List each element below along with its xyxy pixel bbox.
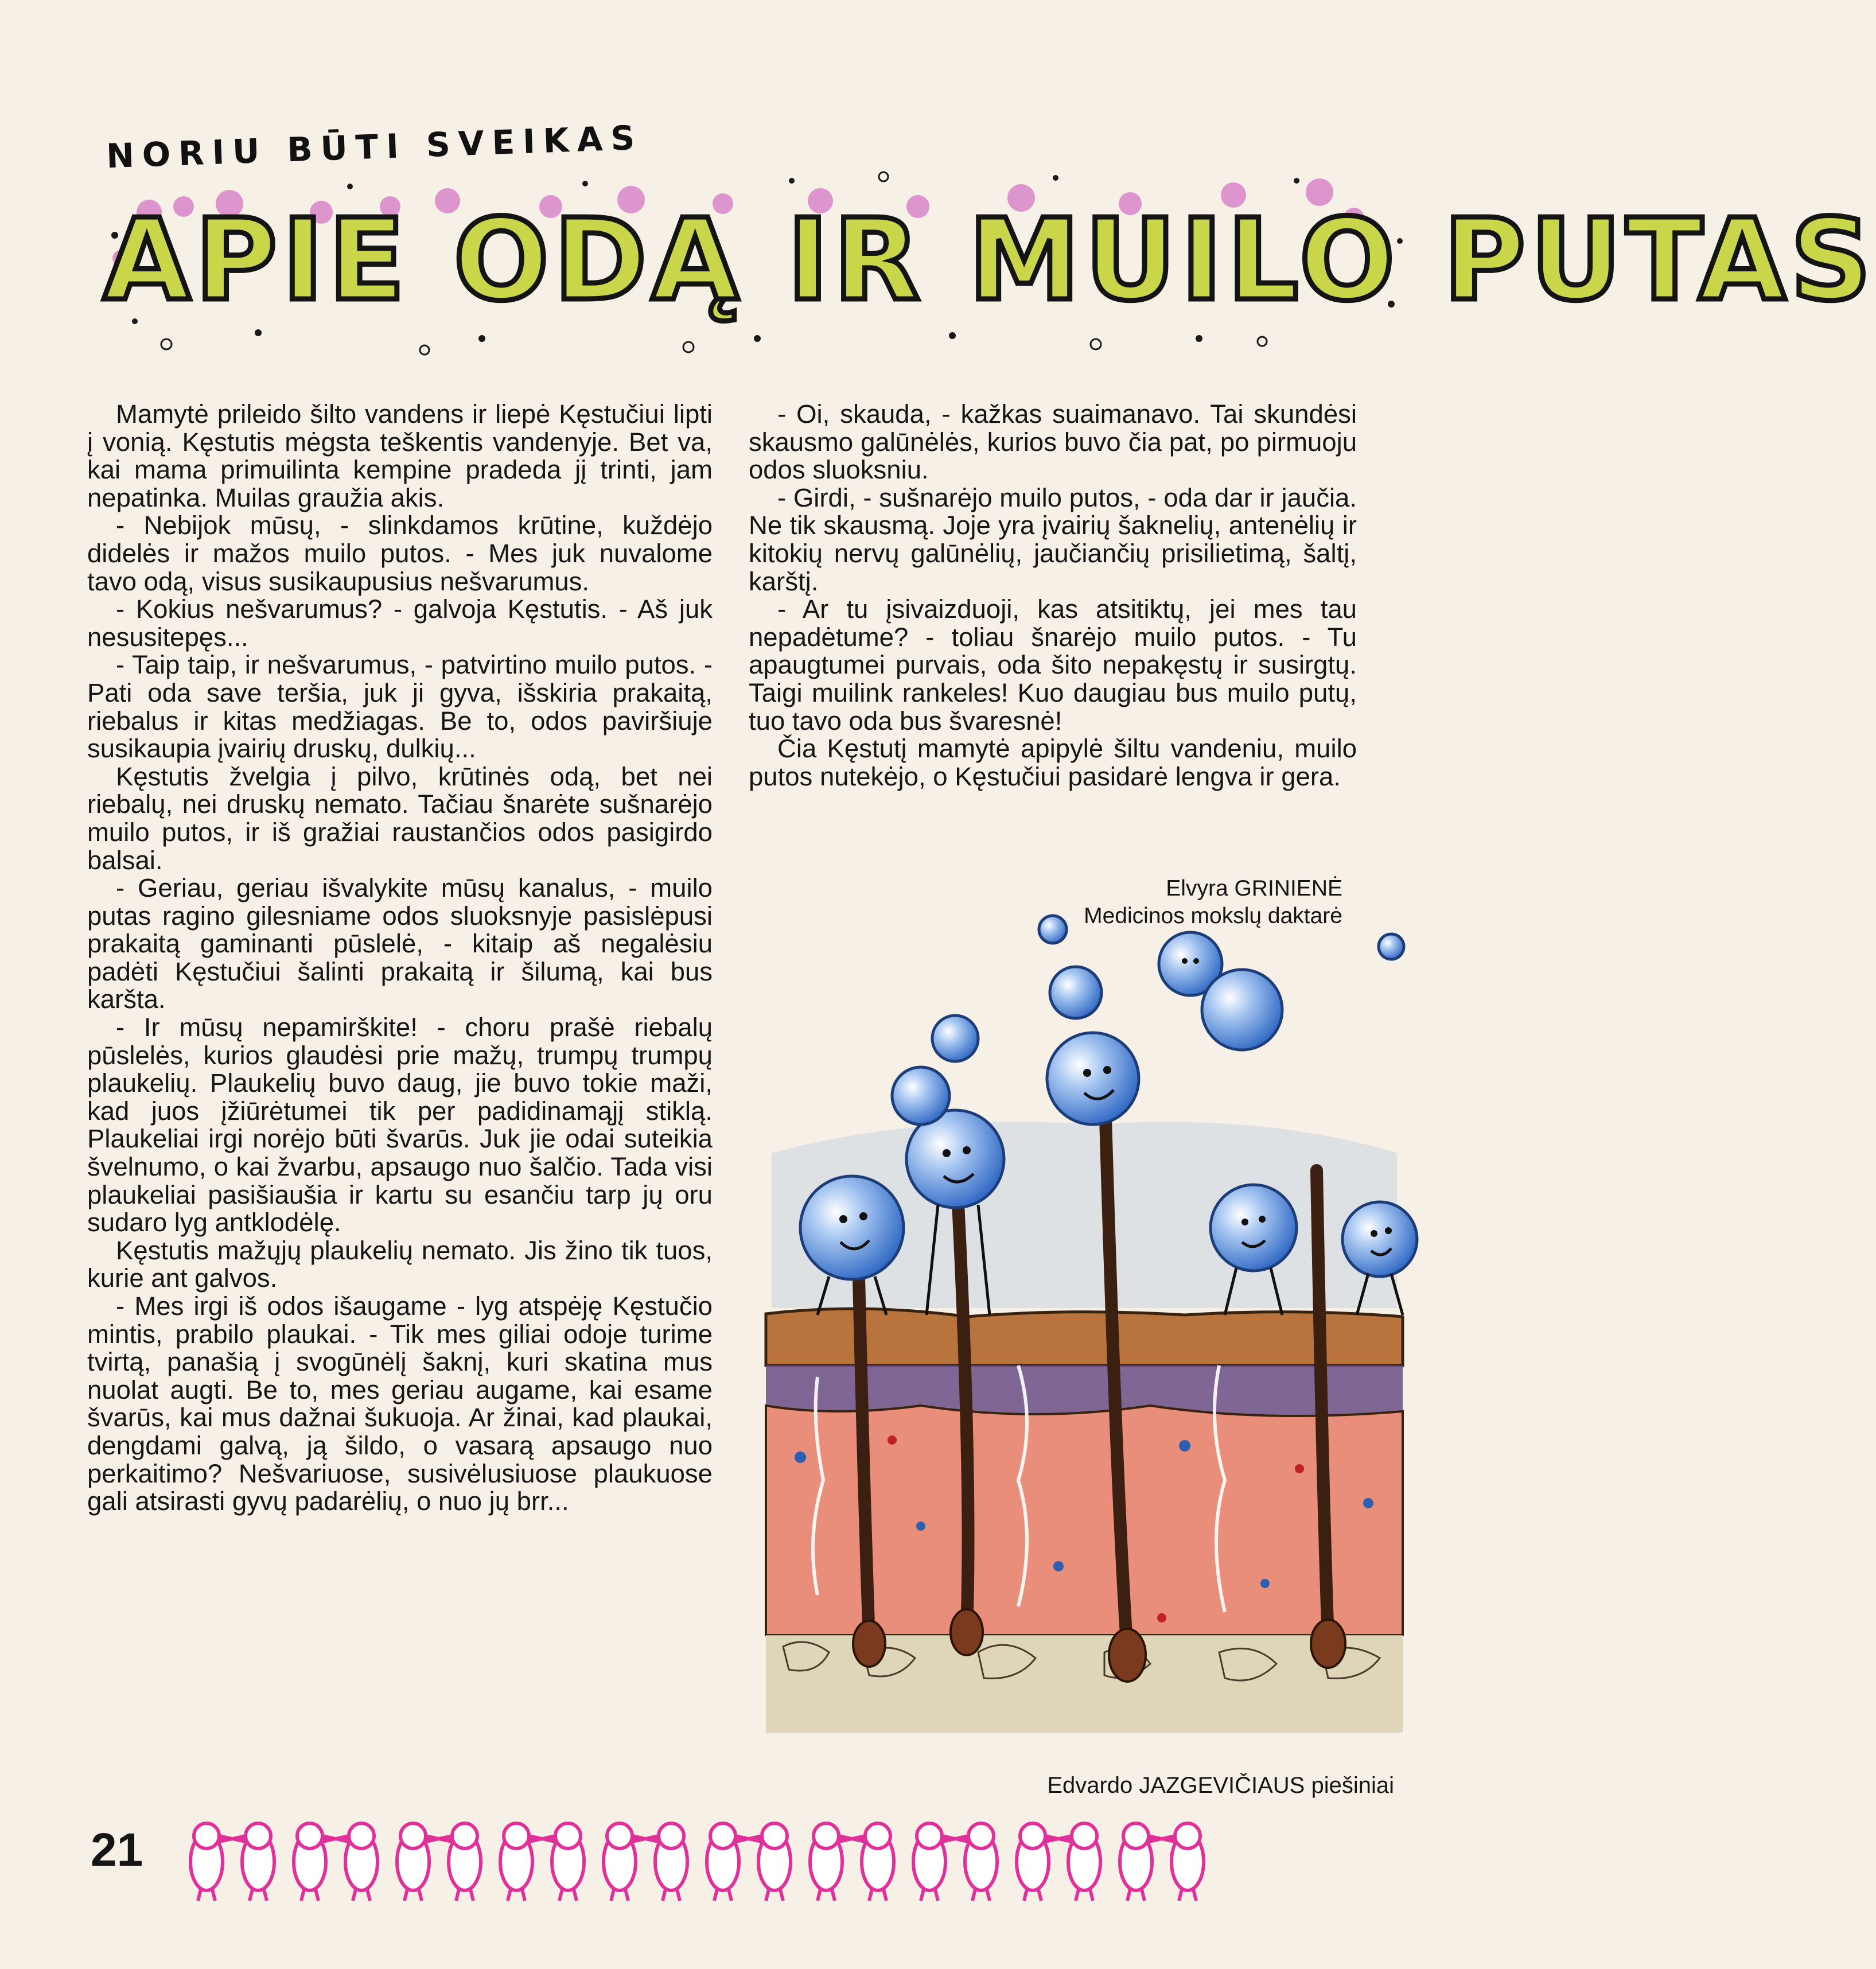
illustration-credit: Edvardo JAZGEVIČIAUS piešiniai xyxy=(1047,1773,1394,1798)
article-column-left xyxy=(87,400,713,1516)
skin-cross-section-illustration xyxy=(749,906,1408,1756)
paragraph: Čia Kęstutį mamytė apipylė šiltu vandeniu, muilo putos nutekėjo, o Kęstučiui pasidarė lengva ir gera. xyxy=(749,734,1357,791)
page-number: 21 xyxy=(91,1824,143,1876)
author-name: Elvyra GRINIENĖ xyxy=(1166,876,1342,901)
paragraph: - Ar tu įsivaizduoji, kas atsitiktų, jei mes tau nepadėtume? - toliau šnarėjo muilo putos. - Tu apaugtumei purvais, oda šito nepakęstų ir susirgtų. Taigi muilink rankeles! Kuo daugiau bus muilo putų, tuo tavo oda bus švaresnė! xyxy=(749,594,1357,736)
paragraph: - Girdi, - sušnarėjo muilo putos, - oda dar ir jaučia. Ne tik skausmą. Joje yra įvairių šaknelių, antenėlių ir kitokių nervų galūnėlių, jaučiančių prisilietimą, šaltį, karštį. xyxy=(749,482,1357,596)
paragraph: - Taip taip, ir nešvarumus, - patvirtino muilo putos. - Pati oda save teršia, juk ji gyva, išskiria prakaitą, riebalus ir kitas medžiagas. Be to, odos paviršiuje susikaupia įvairių druskų, dulkių... xyxy=(87,650,713,764)
article-column-right xyxy=(749,400,1357,791)
author-title: Medicinos mokslų daktarė xyxy=(1084,904,1342,928)
paragraph: - Ir mūsų nepamirškite! - choru prašė riebalų pūslelės, kurios glaudėsi prie mažų, trumpų trumpų plaukelių. Plaukelių buvo daug, jie buvo tokie maži, kad juos įžiūrėtumei tik per padidinamąjį stiklą. Plaukeliai irgi norėjo būti švarūs. Juk jie odai suteikia švelnumo, o kai žvarbu, apsaugo nuo šalčio. Tada visi plaukeliai pasišiaušia ir kartu su esančiu tarp jų oru sudaro lyg antklodėlę. xyxy=(87,1013,713,1238)
paragraph: - Geriau, geriau išvalykite mūsų kanalus, - muilo putas ragino gilesniame odos sluoksnyje pasislėpusi prakaitą gaminanti pūslelė, - kitaip aš negalėsiu padėti Kęstučiui šalinti prakaitą ir šilumą, kai bus karšta. xyxy=(87,873,713,1014)
paragraph: - Oi, skauda, - kažkas suaimanavo. Tai skundėsi skausmo galūnėlės, kurios buvo čia pat, po pirmuoju odos sluoksniu. xyxy=(749,399,1357,485)
section-kicker: NORIU BŪTI SVEIKAS xyxy=(106,118,644,176)
bird-border-decoration xyxy=(181,1816,1248,1902)
paragraph: Kęstutis žvelgia į pilvo, krūtinės odą, bet nei riebalų, nei druskų nemato. Tačiau šnarėte sušnarėjo muilo putos, ir iš gražiai raustančios odos pasigirdo balsai. xyxy=(87,761,713,875)
paragraph: Kęstutis mažųjų plaukelių nemato. Jis žino tik tuos, kurie ant galvos. xyxy=(87,1235,713,1293)
paragraph: Mamytė prileido šilto vandens ir liepė Kęstučiui lipti į vonią. Kęstutis mėgsta teškentis vandenyje. Bet va, kai mama primuilinta kempine pradeda jį trinti, jam nepatinka. Muilas graužia akis. xyxy=(87,399,713,512)
paragraph: - Kokius nešvarumus? - galvoja Kęstutis. - Aš juk nesusitepęs... xyxy=(87,594,713,652)
paragraph: - Mes irgi iš odos išaugame - lyg atspėję Kęstučio mintis, prabilo plaukai. - Tik mes giliai odoje turime tvirtą, panašią į svogūnėlį šaknį, kuri skatina mus nuolat augti. Be to, mes geriau augame, kai esame švarūs, kai mus dažnai šukuoja. Ar žinai, kad plaukai, dengdami galvą, ją šildo, o vasarą apsaugo nuo perkaitimo? Nešvariuose, susivėlusiuose plaukuose gali atsirasti gyvų padarėlių, o nuo jų brr... xyxy=(87,1291,713,1516)
paragraph: - Nebijok mūsų, - slinkdamos krūtine, kuždėjo didelės ir mažos muilo putos. - Mes juk nuvalome tavo odą, visus susikaupusius nešvarumus. xyxy=(87,511,713,596)
article-title: APIE ODĄ IR MUILO PUTAS xyxy=(103,195,1876,326)
title-block xyxy=(80,172,1876,361)
